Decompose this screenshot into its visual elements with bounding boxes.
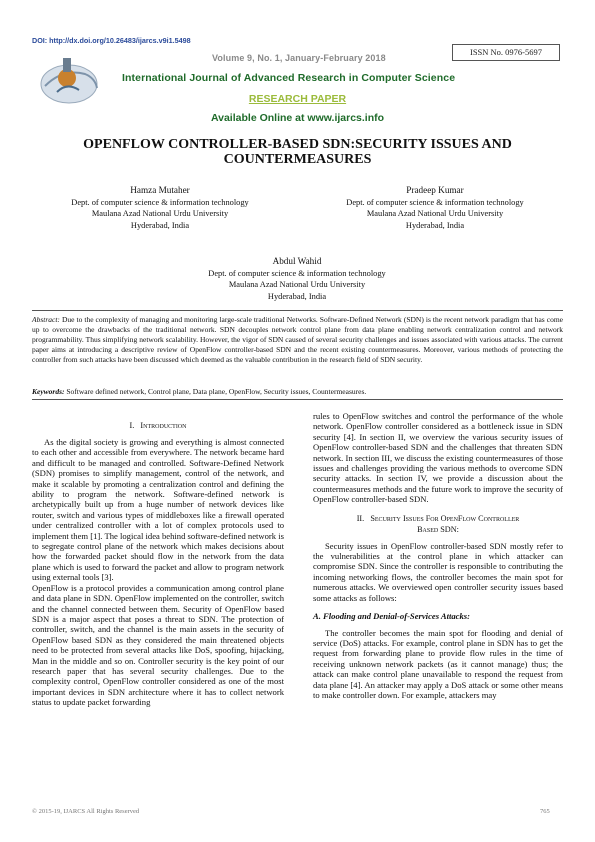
keywords-text: Software defined network, Control plane, Data plane, OpenFlow, Security issues, Countermeasures.	[64, 387, 367, 396]
journal-name: International Journal of Advanced Research in Computer Science	[122, 72, 456, 84]
paper-type: RESEARCH PAPER	[248, 93, 347, 105]
keywords	[32, 387, 563, 397]
available-online[interactable]: Available Online at www.ijarcs.info	[210, 112, 385, 124]
volume-info: Volume 9, No. 1, January-February 2018	[212, 53, 386, 63]
author-name: Abdul Wahid	[272, 256, 322, 266]
paragraph: rules to OpenFlow switches and control the performance of the whole network. OpenFlow controller considered as a bottleneck issue in SDN security [4]. In section II, we overview the various security issues of OpenFlow controller-based SDN and the challenges that threaten SDN network. In section III, we discuss the existing countermeasures of those issues and challenges providing the various methods to overcome SDN security attacks. In section IV, we provide a discussion about the countermeasures methods and the future work to improve the security of OpenFlow controller-based SDN.	[313, 411, 563, 505]
author-city: Hyderabad, India	[267, 291, 327, 301]
author-dept: Dept. of computer science & information technology	[208, 268, 386, 278]
paper-title	[40, 137, 555, 167]
author-name: Hamza Mutaher	[130, 185, 190, 195]
paragraph: OpenFlow is a protocol provides a communication among control plane and data plane in SDN. OpenFlow implemented on the controller, switch and the channel connected between them. Security of OpenFlow based SDN is a major aspect that poses a threat to SDN. The protection of controller, switch, and the channel is the main assets in the security of OpenFlow based SDN as they considered the main threatened objects need to be protected from several attacks like DoS, spoofing, hijacking, Man in the middle and so on. Controller security is the key point of our research paper that has several security challenges. Due to the complexity control, OpenFlow controller considered as one of the most important devices in SDN architecture where it has to collect network status to update packet forwarding	[32, 582, 284, 708]
section-heading-introduction	[32, 420, 284, 431]
title-line-1: OPENFLOW CONTROLLER-BASED SDN:SECURITY ISSUES AND	[83, 137, 512, 152]
author-block-1	[30, 185, 290, 231]
right-column	[313, 411, 563, 700]
author-dept: Dept. of computer science & information technology	[71, 197, 249, 207]
author-block-3	[167, 256, 427, 302]
abstract-label: Abstract:	[32, 315, 60, 324]
section-title-cont: Based SDN:	[417, 524, 459, 534]
section-title: Introduction	[140, 421, 187, 430]
left-column	[32, 420, 284, 708]
author-univ: Maulana Azad National Urdu University	[366, 209, 504, 218]
section-number: II.	[356, 513, 365, 523]
author-city: Hyderabad, India	[130, 220, 190, 230]
issn-box: ISSN No. 0976-5697	[452, 44, 560, 61]
title-line-2: COUNTERMEASURES	[223, 152, 372, 167]
section-heading-security-issues	[313, 513, 563, 535]
abstract	[32, 315, 563, 365]
subsection-heading: A. Flooding and Denial-of-Services Attacks:	[313, 611, 470, 622]
paragraph: Security issues in OpenFlow controller-based SDN mostly refer to the vulnerabilities at the control plane in which attacker can compromise SDN. Since the controller is responsible to contributing the incoming networking flows, the controller becomes the main spot for numerous attacks. We overviewed open controller security issues based some attacks as follows:	[313, 540, 563, 603]
keywords-label: Keywords:	[32, 387, 65, 396]
author-block-2	[305, 185, 565, 231]
page-number: 765	[540, 808, 550, 815]
footer-copyright: © 2015-19, IJARCS All Rights Reserved	[32, 808, 140, 815]
section-title: Security Issues For OpenFlow Controller	[370, 513, 520, 523]
author-city: Hyderabad, India	[405, 220, 465, 230]
paragraph: As the digital society is growing and everything is almost connected to each other and accessible from everywhere. The network became hard and difficult to be managed and controlled. Software-Defined Network (SDN) promises to simplify management, control of the network, and make it scalable by promoting a centralization control and defining the ability to program the network. Software-defined network is archetypically built up from a huge number of network devices like router, switch and various types of middleboxes like a firewall operated under centralized controller with a lot of complex protocols used to implement them [1]. The logical idea behind software-defined network is to segregate control plane of the network which makes decisions about how the forwarded packet should flow in the network from the data plane which is used to forward the packet and allow to program network using external tools [3].	[32, 437, 284, 583]
author-name: Pradeep Kumar	[406, 185, 464, 195]
doi-link[interactable]: DOI: http://dx.doi.org/10.26483/ijarcs.v9i1.5498	[32, 36, 191, 45]
abstract-text: Due to the complexity of managing and monitoring large-scale traditional Networks. Software-Defined Network (SDN) is the recent network paradigm that has come up to overcome the drawbacks of the traditional network. SDN decouples network control plane from data plane enabling network centralization control and network programmability. Thus simplifying network scalability. However, the vigor of SDN caused of several security challenges and issues associated with various attacks. The current paper aims at introducing a descriptive review of OpenFlow controller-based SDN and the recent existing countermeasures. Moreover, various methods of protecting the controller from such attacks have been discussed which deemed as the valuable contribution in the research field of SDN security.	[32, 315, 563, 364]
author-univ: Maulana Azad National Urdu University	[91, 209, 229, 218]
author-dept: Dept. of computer science & information technology	[346, 197, 524, 207]
section-number: I.	[129, 421, 135, 430]
paragraph: The controller becomes the main spot for flooding and denial of service (DoS) attacks. For example, control plane in SDN has to get the request from forwarding plane to provide flow rules in the time of receiving unknown network packets (as it cannot manage) thus; the attack can make control plane unavailable to respond the request from data plane [4]. An attacker may apply a DoS attack or some other means to make controller down. For example, attackers may	[313, 627, 563, 700]
author-univ: Maulana Azad National Urdu University	[228, 280, 366, 289]
